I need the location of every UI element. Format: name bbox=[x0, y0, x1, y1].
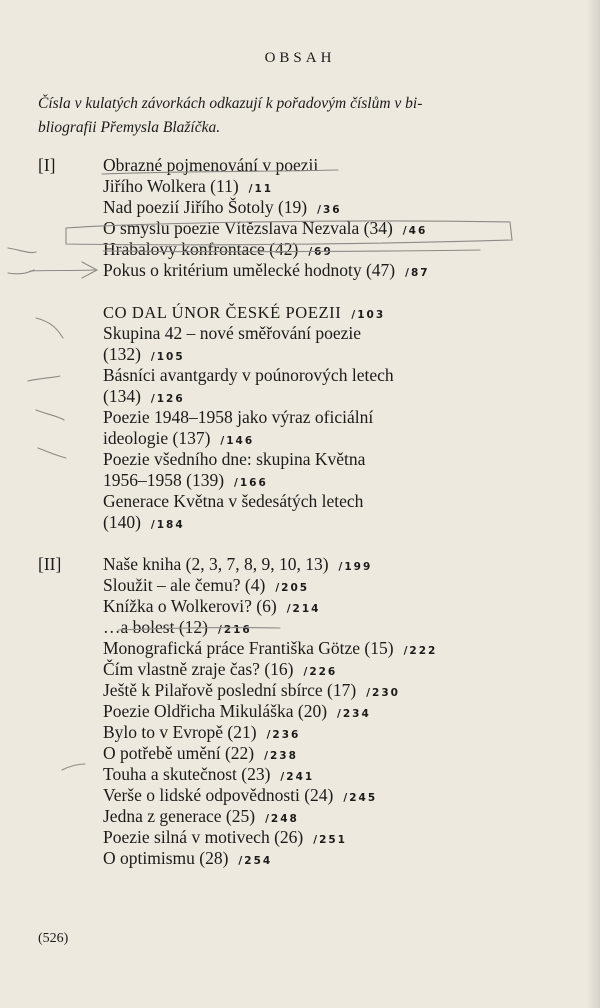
pencil-tick bbox=[28, 376, 60, 381]
page-folio: (526) bbox=[38, 931, 69, 946]
entry-page: /254 bbox=[238, 855, 273, 867]
pencil-tick bbox=[38, 448, 66, 458]
page-edge-shadow bbox=[586, 0, 600, 1008]
pencil-arrow-head bbox=[82, 262, 97, 278]
entry-page: /46 bbox=[402, 225, 428, 237]
entry-title: Poezie všedního dne: skupina Května bbox=[103, 449, 366, 469]
pencil-tick bbox=[8, 248, 36, 253]
entry-title: Pokus o kritérium umělecké hodnoty (47) bbox=[103, 260, 396, 280]
entry-title: Verše o lidské odpovědnosti (24) bbox=[103, 785, 334, 805]
entry-title: Knížka o Wolkerovi? (6) bbox=[103, 596, 277, 616]
toc-entry bbox=[103, 848, 272, 872]
entry-page: /36 bbox=[317, 204, 342, 216]
entry-title: Naše kniha (2, 3, 7, 8, 9, 10, 13) bbox=[103, 554, 329, 574]
entry-page: /214 bbox=[286, 603, 321, 615]
pencil-tick bbox=[8, 270, 34, 274]
bibliography-note bbox=[38, 92, 518, 140]
note-line: Čísla v kulatých závorkách odkazují k pořadovým číslům v bi- bbox=[38, 95, 423, 112]
entry-page: /238 bbox=[264, 750, 298, 762]
entry-title: Jedna z generace (25) bbox=[103, 806, 256, 826]
entry-title: ideologie (137) bbox=[103, 428, 211, 448]
entry-page: /87 bbox=[405, 267, 430, 279]
entry-page: /222 bbox=[403, 645, 438, 657]
entry-page: /166 bbox=[234, 477, 268, 489]
entry-page: /199 bbox=[338, 561, 373, 573]
entry-title: Básníci avantgardy v poúnorových letech bbox=[103, 365, 394, 385]
entry-title: (132) bbox=[103, 344, 141, 364]
entry-title: Čím vlastně zraje čas? (16) bbox=[103, 659, 294, 679]
entry-title: Poezie silná v motivech (26) bbox=[103, 827, 304, 847]
pencil-tick bbox=[36, 410, 64, 420]
entry-title: Generace Května v šedesátých letech bbox=[103, 491, 364, 511]
entry-title: Nad poezií Jiřího Šotoly (19) bbox=[103, 197, 308, 217]
entry-title: Obrazné pojmenování v poezii bbox=[103, 155, 319, 175]
entry-title: Bylo to v Evropě (21) bbox=[103, 722, 257, 742]
entry-title: Touha a skutečnost (23) bbox=[103, 764, 271, 784]
entry-page: /69 bbox=[308, 246, 333, 258]
pencil-tick bbox=[36, 318, 63, 338]
entry-page: /103 bbox=[351, 309, 386, 321]
entry-page: /236 bbox=[266, 729, 301, 741]
entry-title: O optimismu (28) bbox=[103, 848, 229, 868]
section-label-two: [II] bbox=[38, 554, 62, 574]
entry-title: Skupina 42 – nové směřování poezie bbox=[103, 323, 362, 343]
entry-page: /226 bbox=[303, 666, 338, 678]
entry-title: (134) bbox=[103, 386, 141, 406]
entry-title: O potřebě umění (22) bbox=[103, 743, 255, 763]
entry-page: /245 bbox=[343, 792, 378, 804]
entry-page: /205 bbox=[275, 582, 310, 594]
entry-title: Ještě k Pilařově poslední sbírce (17) bbox=[103, 680, 357, 700]
entry-page: /216 bbox=[217, 624, 252, 636]
entry-page: /105 bbox=[150, 351, 185, 363]
entry-page: /248 bbox=[265, 813, 299, 825]
entry-title: Jiřího Wolkera (11) bbox=[103, 176, 239, 196]
entry-title: CO DAL ÚNOR ČESKÉ POEZII bbox=[103, 303, 342, 322]
entry-title: Poezie 1948–1958 jako výraz oficiální bbox=[103, 407, 374, 427]
entry-title: …a bolest (12) bbox=[103, 617, 208, 637]
entry-title: O smyslu poezie Vítězslava Nezvala (34) bbox=[103, 218, 393, 238]
entry-page: /184 bbox=[150, 519, 185, 531]
entry-page: /230 bbox=[366, 687, 400, 699]
entry-page: /241 bbox=[280, 771, 315, 783]
entry-page: /234 bbox=[337, 708, 371, 720]
entry-page: /11 bbox=[248, 183, 274, 195]
note-line: bliografii Přemysla Blažíčka. bbox=[38, 119, 221, 136]
section-label-one: [I] bbox=[38, 155, 56, 175]
page-title: OBSAH bbox=[264, 50, 336, 66]
toc-entry bbox=[103, 260, 430, 284]
entry-title: 1956–1958 (139) bbox=[103, 470, 225, 490]
pencil-arrow-shaft bbox=[30, 270, 95, 271]
entry-page: /146 bbox=[220, 435, 255, 447]
entry-page: /126 bbox=[150, 393, 185, 405]
pencil-tick bbox=[62, 764, 85, 770]
entry-title: (140) bbox=[103, 512, 141, 532]
toc-entry bbox=[103, 512, 185, 536]
entry-title: Poezie Oldřicha Mikuláška (20) bbox=[103, 701, 328, 721]
entry-title: Sloužit – ale čemu? (4) bbox=[103, 575, 266, 595]
entry-page: /251 bbox=[313, 834, 347, 846]
entry-title: Monografická práce Františka Götze (15) bbox=[103, 638, 394, 658]
entry-title: Hrabalovy konfrontace (42) bbox=[103, 239, 299, 259]
